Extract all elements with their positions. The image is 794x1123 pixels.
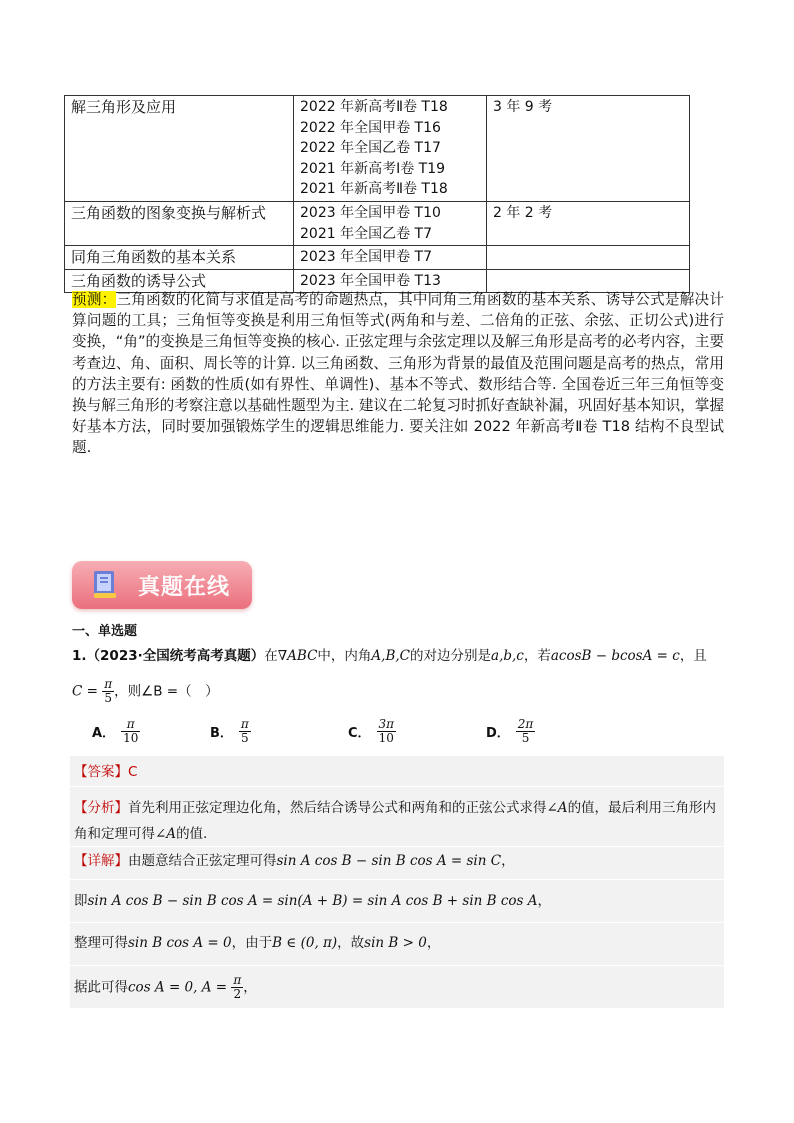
count-cell: 3 年 9 考 <box>487 96 690 202</box>
banner-title: 真题在线 <box>138 575 231 600</box>
exam-frequency-table <box>64 95 690 293</box>
refs-cell <box>294 246 487 270</box>
angle-a: ∠A <box>155 826 177 842</box>
fraction-c <box>102 678 114 705</box>
detail-text: 由题意结合正弦定理可得 <box>128 853 277 869</box>
solution-block <box>70 756 724 1008</box>
frac-num: π <box>104 677 113 691</box>
triangle-symbol: ∇ABC <box>277 648 318 664</box>
analysis-text: 的值，最后利用三角形内角和定理可得 <box>74 800 717 842</box>
frac-den: 10 <box>123 731 139 745</box>
prediction-label: 预测： <box>72 291 117 308</box>
question-source: （2023·全国统考高考真题） <box>86 648 265 664</box>
section-banner <box>72 561 252 609</box>
stem-text: ，若 <box>523 648 551 664</box>
option-c[interactable] <box>348 718 396 745</box>
detail-math: sin B cos A = 0 <box>128 935 232 951</box>
topic-cell: 同角三角函数的基本关系 <box>65 246 294 270</box>
detail-row-1 <box>70 847 724 879</box>
frac-num: 2π <box>517 717 534 731</box>
detail-math: B ∈ (0, π) <box>272 935 338 951</box>
option-d[interactable] <box>486 718 535 745</box>
analysis-text: 首先利用正弦定理边化角，然后结合诱导公式和两角和的正弦公式求得 <box>128 800 547 816</box>
option-a[interactable] <box>92 718 140 745</box>
option-fraction <box>516 718 536 745</box>
fraction-pi-2 <box>231 974 243 1001</box>
frac-den: 2 <box>233 987 242 1001</box>
frac-den: 5 <box>521 731 530 745</box>
detail-row-4 <box>70 966 724 1008</box>
frac-den: 10 <box>378 731 394 745</box>
detail-text: ，由于 <box>231 935 273 951</box>
topic-cell: 解三角形及应用 <box>65 96 294 202</box>
exam-reference: 2023 年全国甲卷 T10 <box>300 204 441 221</box>
exam-reference: 2021 年新高考Ⅰ卷 T19 <box>300 160 446 177</box>
angle-c-label: C = <box>72 683 98 700</box>
exam-reference: 2021 年新高考Ⅱ卷 T18 <box>300 181 448 198</box>
prediction-paragraph <box>72 289 724 459</box>
option-fraction <box>121 718 140 745</box>
exam-reference: 2022 年新高考Ⅱ卷 T18 <box>300 99 448 115</box>
question-number: 1. <box>72 648 87 664</box>
exam-reference: 2023 年全国甲卷 T7 <box>300 249 432 266</box>
frac-num: 3π <box>378 717 395 731</box>
detail-text: ， <box>426 935 441 951</box>
frac-num: π <box>233 973 242 987</box>
answer-row <box>70 756 724 786</box>
detail-math: sin A cos B − sin B cos A = sin C <box>276 853 502 869</box>
detail-math: cos A = 0, A = <box>128 979 228 996</box>
exam-reference: 2021 年全国乙卷 T7 <box>300 225 432 242</box>
analysis-text: 的值. <box>176 826 208 842</box>
exam-reference: 2023 年全国甲卷 T13 <box>300 272 441 289</box>
detail-text: ，故 <box>337 935 365 951</box>
table-row <box>65 246 690 270</box>
detail-math: sin B > 0 <box>364 935 427 951</box>
refs-cell <box>294 96 487 202</box>
frac-den: 5 <box>241 731 249 745</box>
option-letter: A． <box>92 726 116 741</box>
exam-reference: 2022 年全国甲卷 T16 <box>300 119 441 136</box>
detail-text: ， <box>501 853 515 869</box>
table-row <box>65 201 690 245</box>
side-vars: a,b,c <box>491 648 524 664</box>
answer-tag: 【答案】 <box>74 764 128 780</box>
detail-text: 整理可得 <box>74 935 128 951</box>
prediction-text: 三角函数的化简与求值是高考的命题热点，其中同角三角函数的基本关系、诱导公式是解决计算问题的工具；三角恒等变换是利用三角恒等式(两角和与差、二倍角的正弦、余弦、正切公式)进行变换，“角”的变换是三角恒等变换的核心. 正弦定理与余弦定理以及解三角形是高考的必考内容，主要考查边、角、面积、周长等的计算. 以三角函数、三角形为背景的最值及范围问题是高考的热点，常用的方法主要有: 函数的性质(如有界性、单调性)、基本不等式、数形结合等. 全国卷近三年三角恒等变换与解三角形的考察注意以基础性题型为主. 建议在二轮复习时抓好查缺补漏，巩固好基本知识，掌握好基本方法，同时要加强锻炼学生的逻辑思维能力. 要关注如 2022 年新高考Ⅱ卷 T18 结构不良型试题. <box>72 291 724 457</box>
detail-text: 即 <box>74 893 88 909</box>
condition-equation: acosB − bcosA = c <box>550 648 680 664</box>
option-letter: C． <box>348 726 371 741</box>
detail-text: 据此可得 <box>74 979 128 996</box>
section-heading: 一、单选题 <box>72 624 138 639</box>
answer-value: C <box>128 764 138 780</box>
option-fraction <box>239 718 251 745</box>
detail-row-3 <box>70 923 724 965</box>
count-cell <box>487 246 690 270</box>
angle-vars: A,B,C <box>371 648 411 664</box>
table-row <box>65 96 690 202</box>
count-cell: 2 年 2 考 <box>487 201 690 245</box>
frac-den: 5 <box>104 691 112 705</box>
analysis-tag: 【分析】 <box>74 800 128 816</box>
detail-text: ， <box>243 979 257 996</box>
frac-num: π <box>121 718 140 732</box>
exam-reference: 2022 年全国乙卷 T17 <box>300 140 441 157</box>
angle-a: ∠A <box>546 800 568 816</box>
option-b[interactable] <box>210 718 251 745</box>
option-fraction <box>377 718 397 745</box>
option-letter: B． <box>210 726 233 741</box>
book-icon <box>92 570 118 600</box>
stem-text: 在 <box>264 648 278 664</box>
question-stem-line1 <box>72 646 732 666</box>
detail-row-2 <box>70 880 724 922</box>
refs-cell <box>294 201 487 245</box>
frac-num: π <box>240 717 249 731</box>
stem-text: ，则∠B =（ ） <box>114 683 219 700</box>
stem-text: 的对边分别是 <box>410 648 492 664</box>
option-letter: D． <box>486 726 510 741</box>
question-stem-line2 <box>72 678 219 705</box>
analysis-row <box>70 787 724 846</box>
topic-cell: 三角函数的诱导公式 <box>65 269 294 293</box>
detail-text: ， <box>537 893 552 909</box>
stem-text: ，且 <box>679 648 707 664</box>
stem-text: 中，内角 <box>317 648 372 664</box>
detail-math: sin A cos B − sin B cos A = sin(A + B) = sin A cos B + sin B cos A <box>87 893 538 909</box>
topic-cell: 三角函数的图象变换与解析式 <box>65 201 294 245</box>
detail-tag: 【详解】 <box>74 853 128 869</box>
